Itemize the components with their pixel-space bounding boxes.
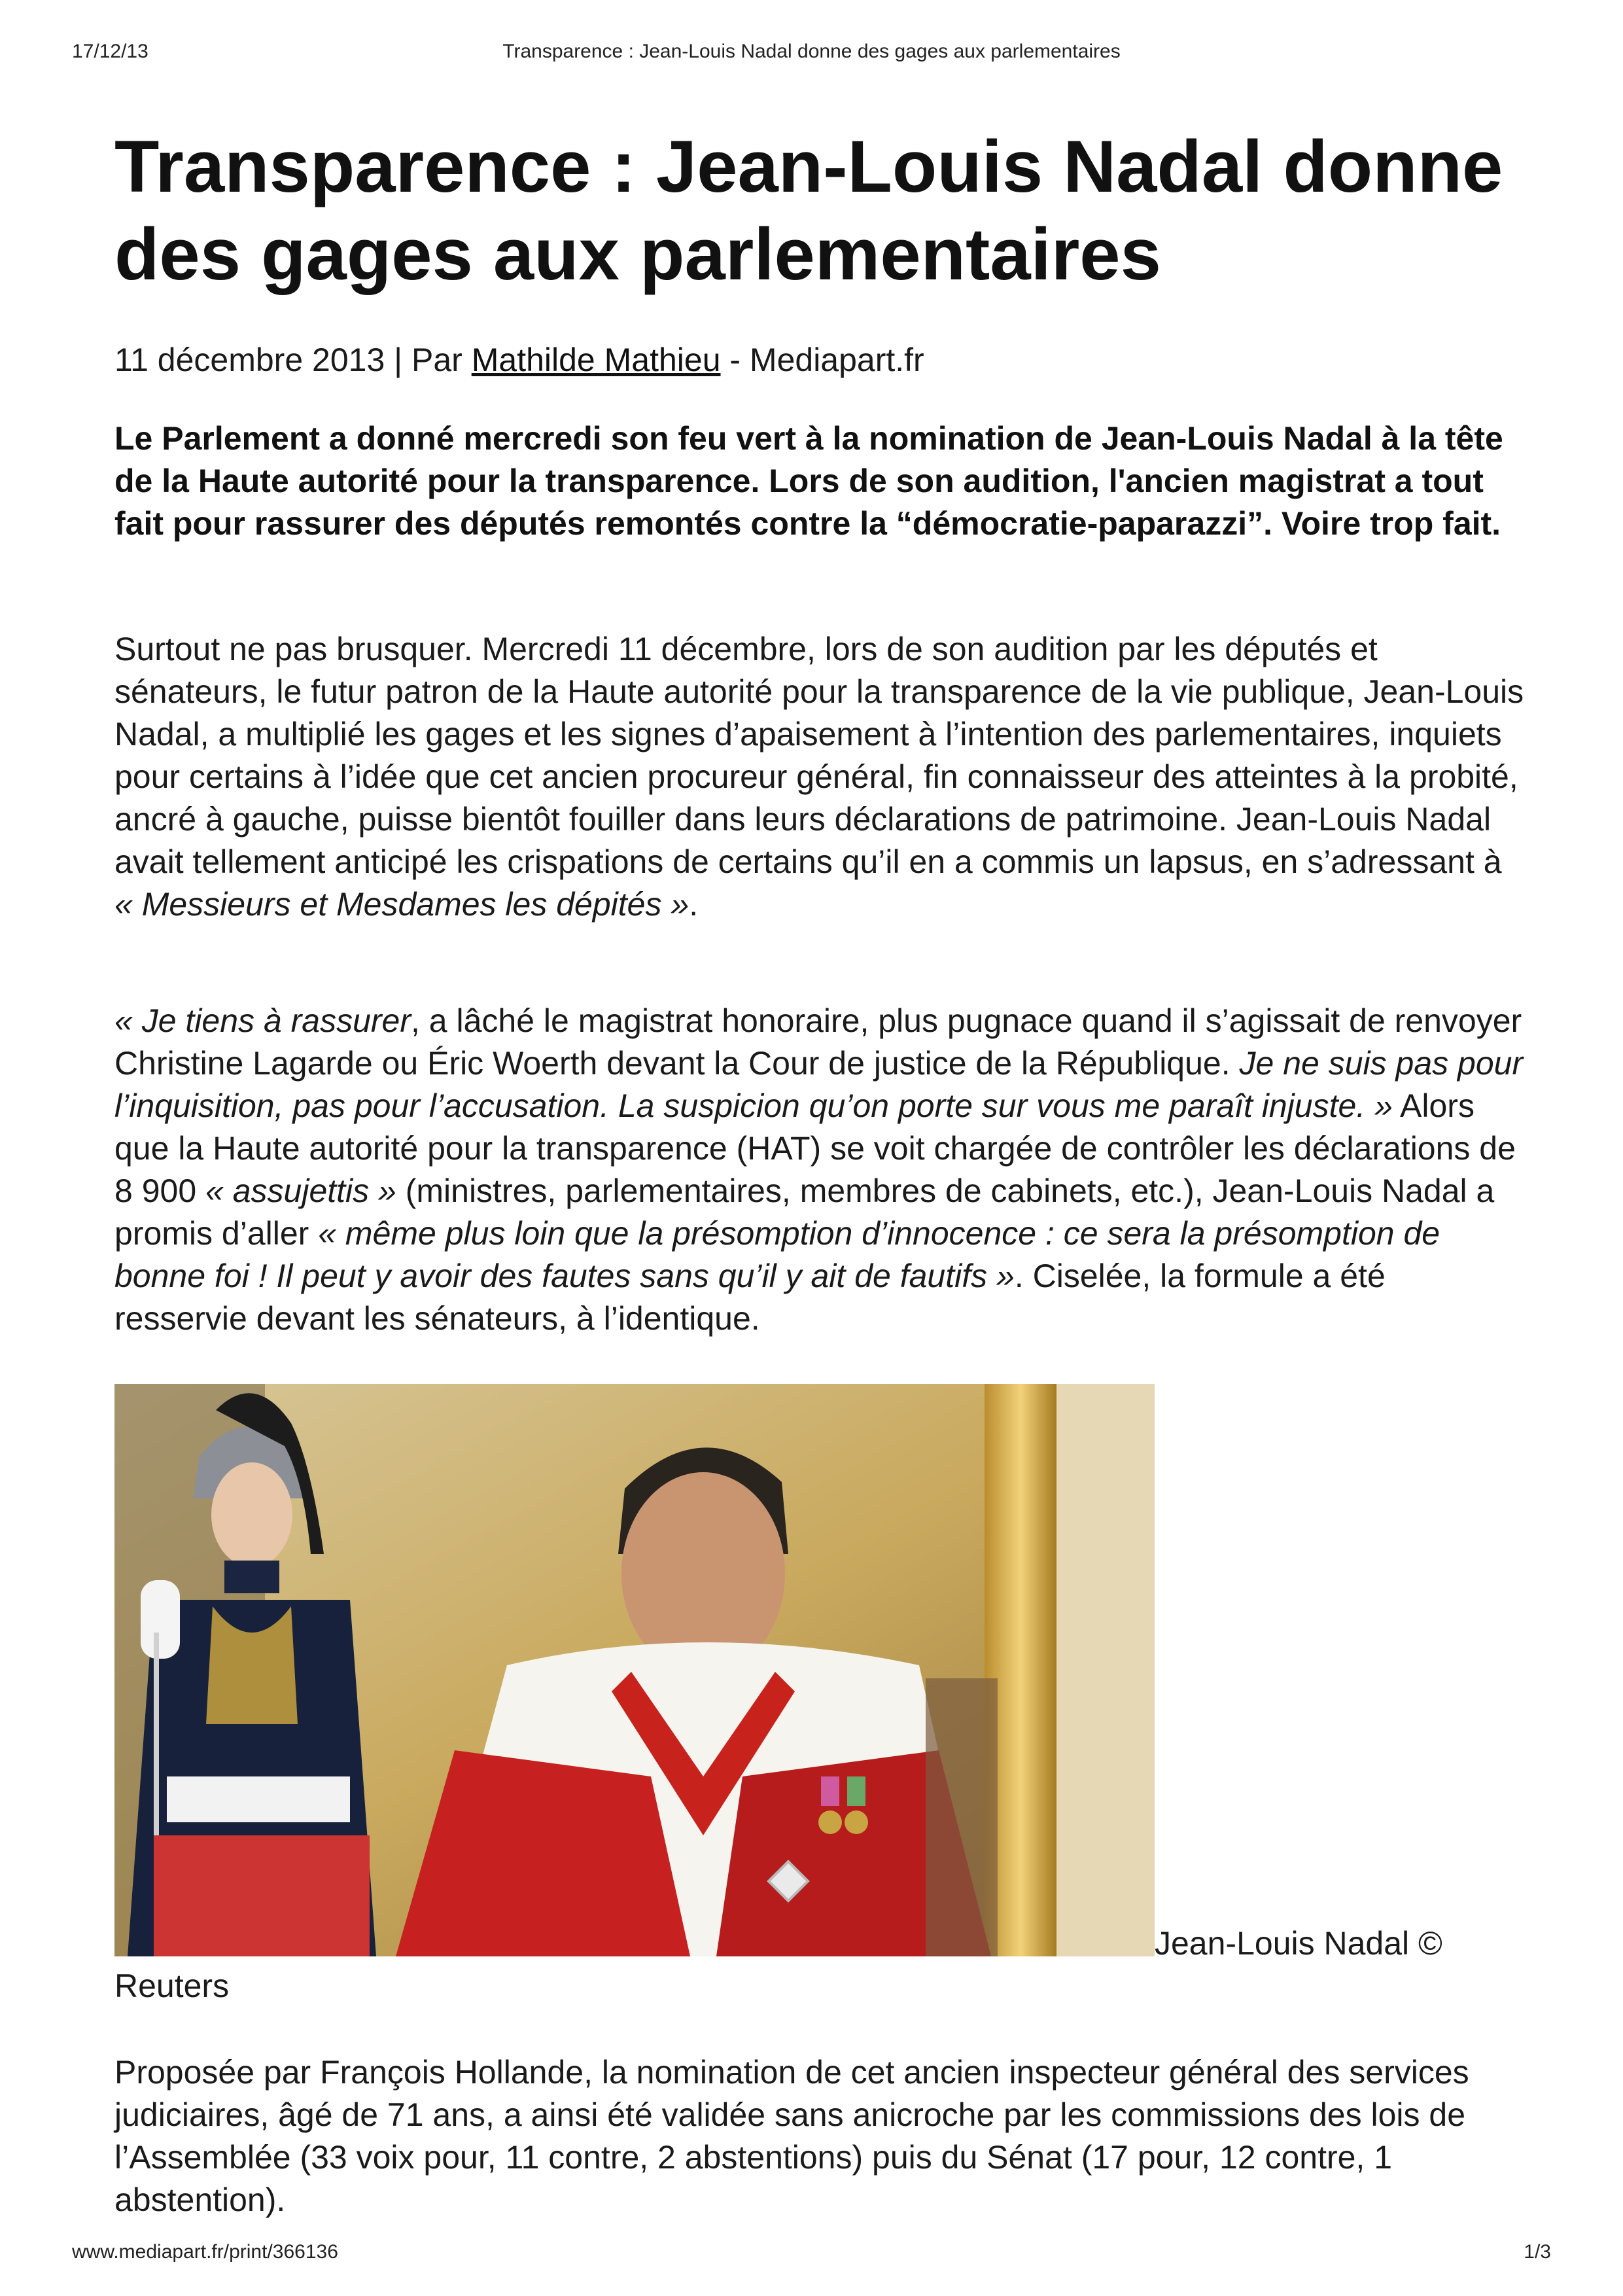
article-title: Transparence : Jean-Louis Nadal donne des gages aux parlementaires	[114, 126, 1503, 295]
paragraph-1: Surtout ne pas brusquer. Mercredi 11 décembre, lors de son audition par les députés et sénateurs, le futur patron de la Haute autorité pour la transparence de la vie publique, Jean-Louis Nadal, a multiplié les gages et les signes d’apaisement à l’intention des parlementaires, inquiets pour certains à l’idée que cet ancien procureur général, fin connaisseur des atteintes à la probité, ancré à gauche, puisse bientôt fouiller dans leurs déclarations de patrimoine. Jean-Louis Nadal avait tellement anticipé les crispations de certains qu’il en a commis un lapsus, en s’adressant à « Messieurs et Mesdames les dépités ».	[114, 631, 1524, 923]
photo-credit: Reuters	[114, 1968, 230, 2004]
quote-inquisition: Je ne suis pas pour l’inquisition, pas pour l’accusation. La suspicion qu’on porte sur vous me paraît injuste. »	[114, 1045, 1524, 1124]
byline-date: 11 décembre 2013 | Par	[114, 342, 472, 378]
quote-lapsus: « Messieurs et Mesdames les dépités »	[114, 886, 689, 923]
article-photo	[114, 1384, 1155, 1956]
paragraph-2: « Je tiens à rassurer, a lâché le magistrat honoraire, plus pugnace quand il s’agissait de renvoyer Christine Lagarde ou Éric Woerth devant la Cour de justice de la République. Je ne suis pas pour l’inquisition, pas pour l’accusation. La suspicion qu’on porte sur vous me paraît injuste. » Alors que la Haute autorité pour la transparence (HAT) se voit chargée de contrôler les déclarations de 8 900 « assujettis » (ministres, parlementaires, membres de cabinets, etc.), Jean-Louis Nadal a promis d’aller « même plus loin que la présomption d’innocence : ce sera la présomption de bonne foi ! Il peut y avoir des fautes sans qu’il y ait de fautifs ». Ciselée, la formule a été resservie devant les sénateurs, à l’identique.	[114, 1002, 1524, 1337]
byline	[114, 340, 924, 380]
quote-rassurer: « Je tiens à rassurer	[114, 1002, 411, 1039]
print-header-date: 17/12/13	[72, 41, 148, 62]
print-footer-page-number: 1/3	[1524, 2241, 1551, 2263]
paragraph-3: Proposée par François Hollande, la nomination de cet ancien inspecteur général des services judiciaires, âgé de 71 ans, a ainsi été validée sans anicroche par les commissions des lois de l’Assemblée (33 voix pour, 11 contre, 2 abstentions) puis du Sénat (17 pour, 12 contre, 1 abstention).	[114, 2054, 1469, 2218]
quote-assujettis: « assujettis »	[205, 1173, 396, 1209]
photo-caption: Jean-Louis Nadal ©	[1155, 1925, 1442, 1962]
print-header-title: Transparence : Jean-Louis Nadal donne des gages aux parlementaires	[502, 41, 1121, 62]
photo-illustration	[114, 1384, 1155, 1956]
quote-presomption: « même plus loin que la présomption d’innocence : ce sera la présomption de bonne foi ! Il peut y avoir des fautes sans qu’il y ait de fautifs »	[114, 1215, 1440, 1294]
print-footer-url: www.mediapart.fr/print/366136	[72, 2241, 338, 2263]
byline-source: - Mediapart.fr	[720, 342, 924, 378]
author-link[interactable]: Mathilde Mathieu	[471, 342, 721, 378]
article-lead: Le Parlement a donné mercredi son feu vert à la nomination de Jean-Louis Nadal à la tête de la Haute autorité pour la transparence. Lors de son audition, l'ancien magistrat a tout fait pour rassurer des députés remontés contre la “démocratie-paparazzi”. Voire trop fait.	[114, 420, 1503, 542]
